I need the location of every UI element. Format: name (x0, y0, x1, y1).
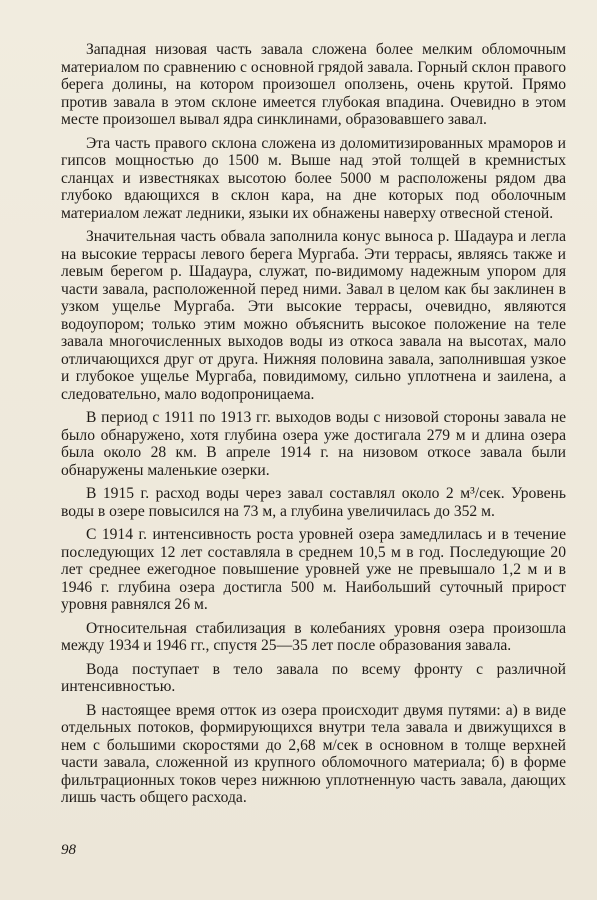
paragraph-4: В период с 1911 по 1913 гг. выходов воды с низовой стороны завала не было обнаружено, хотя глубина озера уже достигала 279 м и длина озера была около 28 км. В апреле 1914 г. на низовом откосе завала были обнаружены маленькие озерки. (61, 409, 566, 479)
paragraph-7: Относительная стабилизация в колебаниях уровня озера произошла между 1934 и 1946 гг., спустя 25—35 лет после образования завала. (61, 619, 566, 654)
paragraph-2: Эта часть правого склона сложена из доломитизированных мраморов и гипсов мощностью до 1500 м. Выше над этой толщей в кремнистых сланцах и известняках высотою более 5000 м расположены рядом два глубоко вдающихся в склон кара, на дне которых под оболочным материалом лежат ледники, языки их обнажены наверху отвесной стеной. (61, 134, 566, 222)
paragraph-5: В 1915 г. расход воды через завал составлял около 2 м³/сек. Уровень воды в озере повысился на 73 м, а глубина увеличилась до 352 м. (61, 485, 566, 520)
paragraph-3: Значительная часть обвала заполнила конус выноса р. Шадаура и легла на высокие террасы левого берега Мургаба. Эти террасы, являясь также и левым берегом р. Шадаура, служат, по-видимому надежным упором для части завала, расположенной перед ними. Завал в целом как бы заклинен в узком ущелье Мургаба. Эти высокие террасы, очевидно, являются водоупором; только этим можно объяснить высокое положение на теле завала многочисленных выходов воды из откоса завала на высотах, мало отличающихся друг от друга. Нижняя половина завала, заполнившая узкое и глубокое ущелье Мургаба, повидимому, сильно уплотнена и заилена, а следовательно, мало водопроницаема. (61, 228, 566, 403)
body-text (61, 41, 566, 813)
page-number: 98 (61, 842, 76, 858)
paragraph-1: Западная низовая часть завала сложена более мелким обломочным материалом по сравнению с основной грядой завала. Горный склон правого берега долины, на котором произошел оползень, очень крутой. Прямо против завала в этом склоне имеется глубокая впадина. Очевидно в этом месте произошел вывал ядра синклинами, образовавшего завал. (61, 41, 566, 128)
paragraph-9: В настоящее время отток из озера происходит двумя путями: а) в виде отдельных потоков, формирующихся внутри тела завала и движущихся в нем с большими скоростями до 2,68 м/сек в основном в толще верхней части завала, сложенной из крупного обломочного материала; б) в форме фильтрационных токов через нижнюю уплотненную часть завала, дающих лишь часть общего расхода. (61, 701, 566, 806)
paragraph-8: Вода поступает в тело завала по всему фронту с различной интенсивностью. (61, 660, 566, 695)
paragraph-6: С 1914 г. интенсивность роста уровней озера замедлилась и в течение последующих 12 лет составляла в среднем 10,5 м в год. Последующие 20 лет среднее ежегодное повышение уровней уже не превышало 1,2 м и в 1946 г. глубина озера достигла 500 м. Наибольший суточный прирост уровня равнялся 26 м. (61, 526, 566, 613)
